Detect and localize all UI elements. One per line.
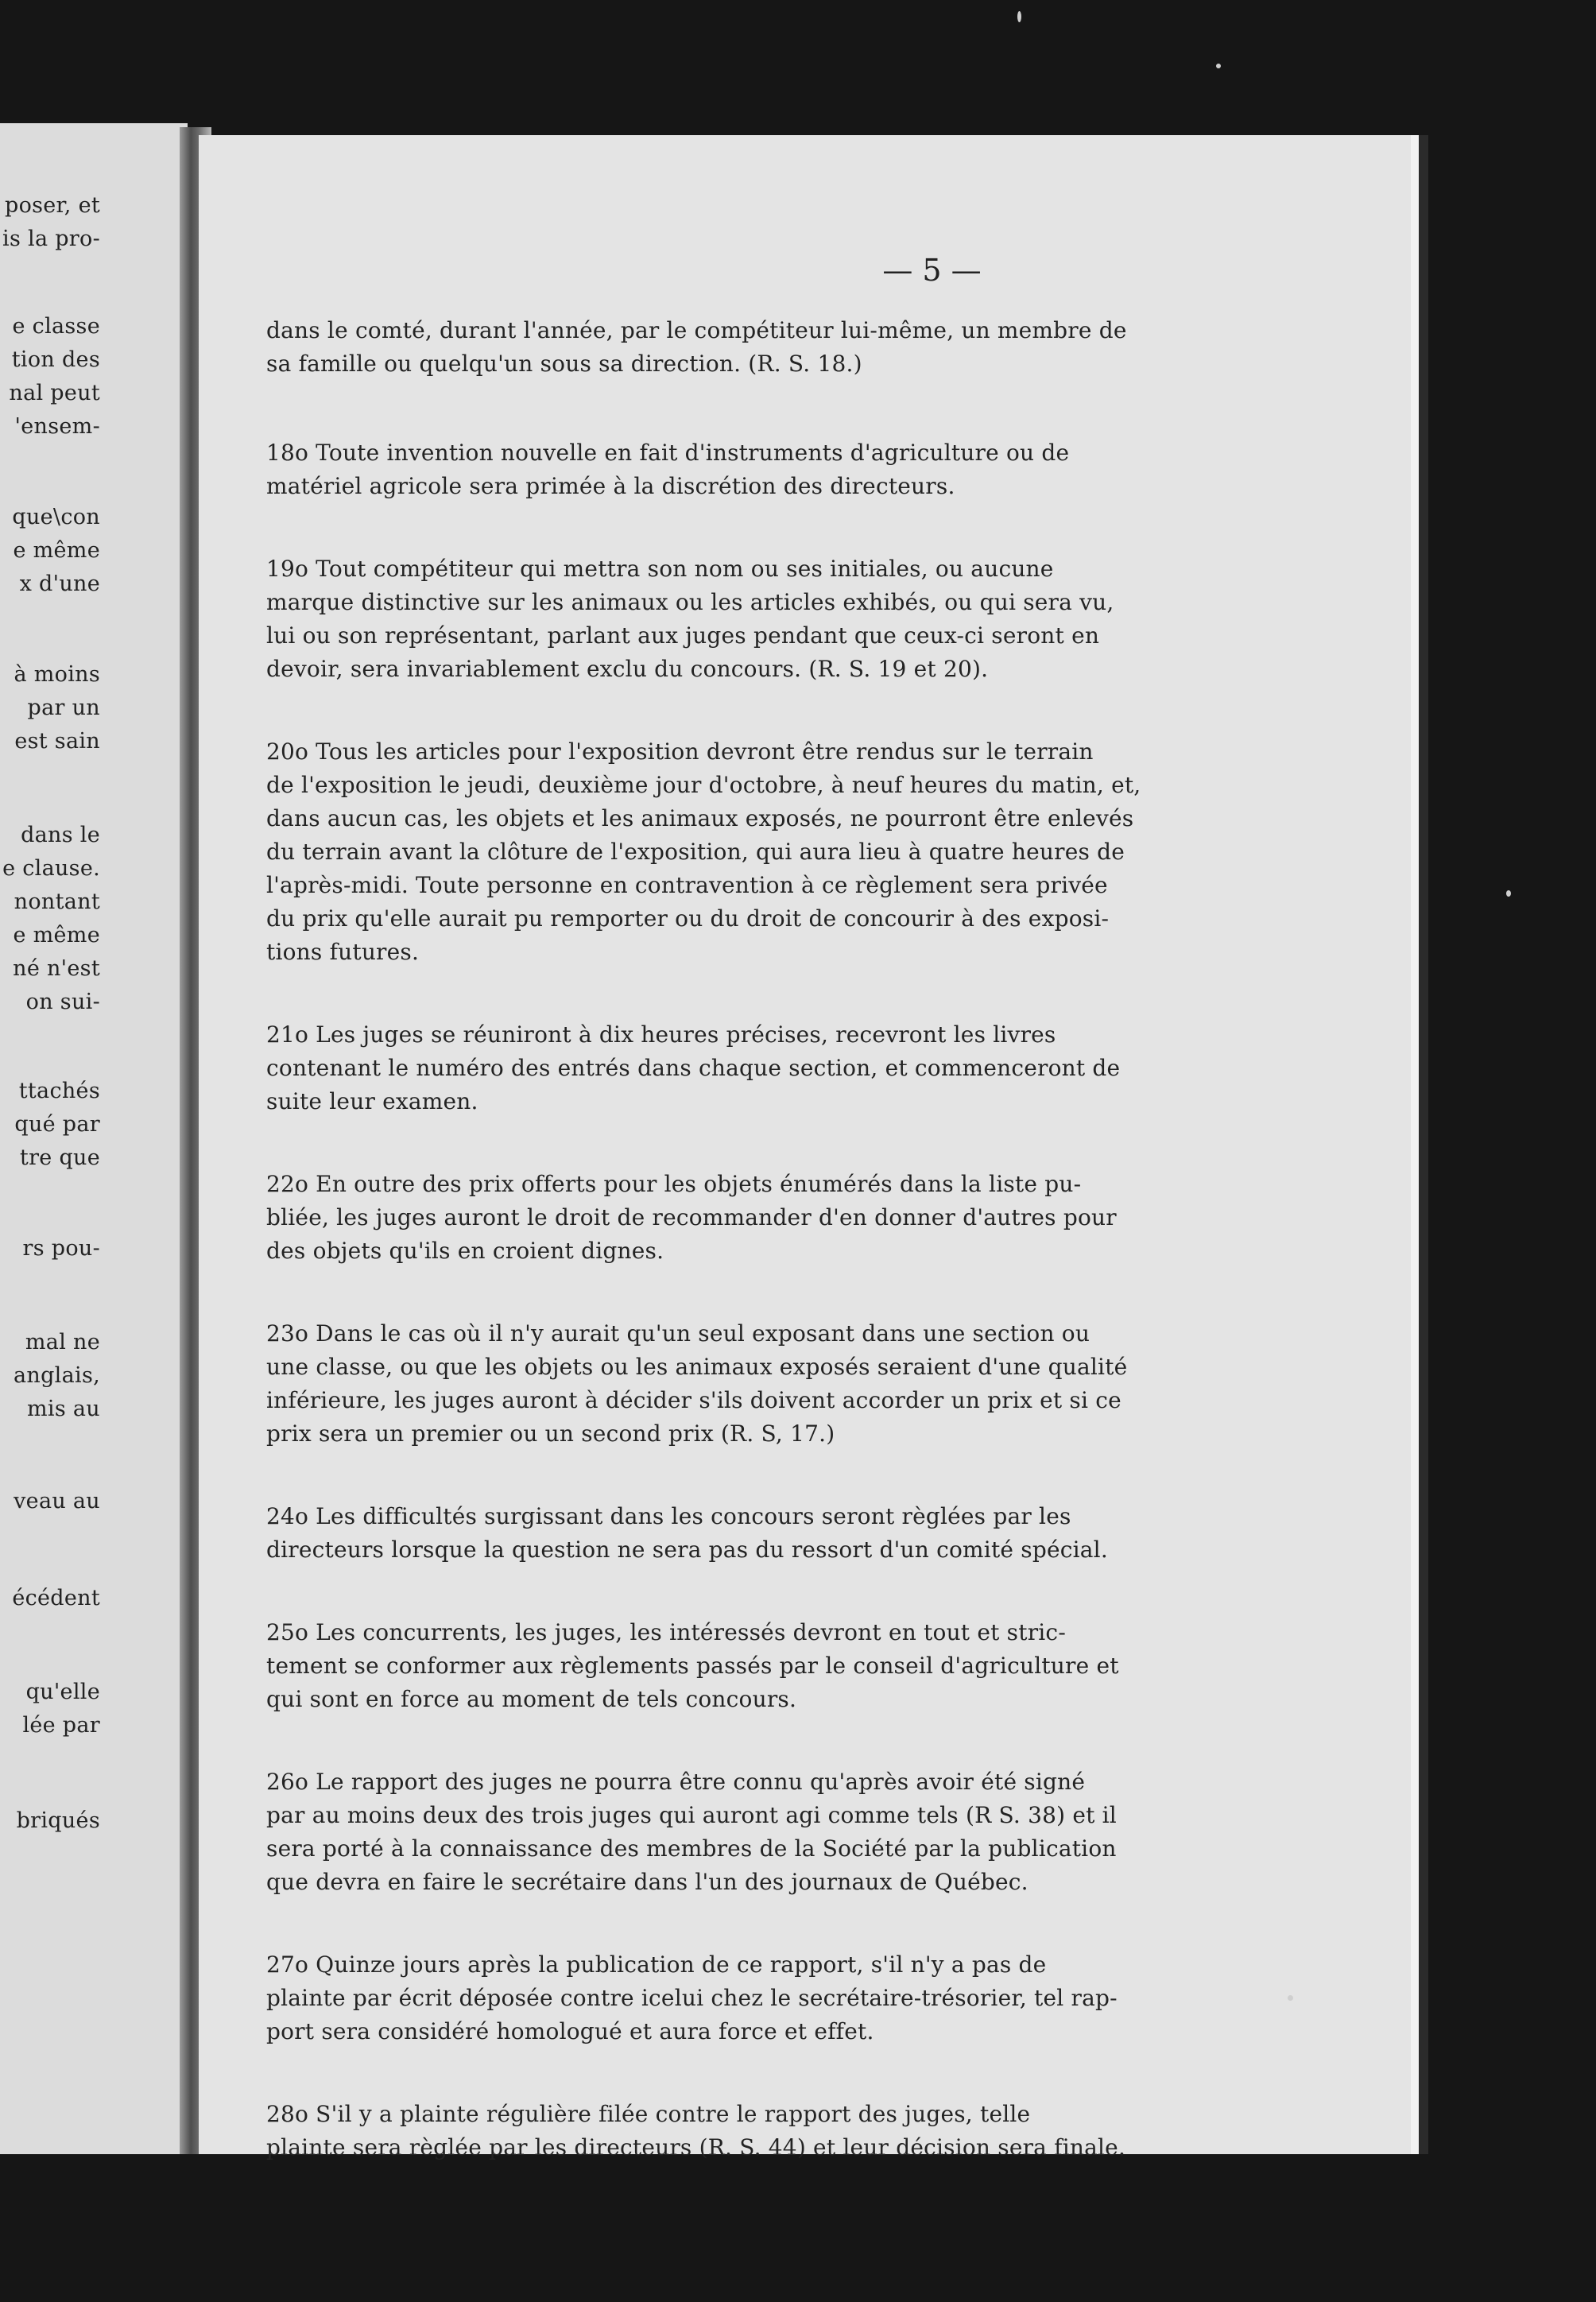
paragraph-line: par au moins deux des trois juges qui auront agi comme tels (R S. 38) et il (266, 1802, 1117, 1828)
left-page-line: anglais, (14, 1363, 100, 1388)
paragraph-line: 25o Les concurrents, les juges, les intéressés devront en tout et stric- (266, 1619, 1066, 1645)
left-page-line: ttachés (18, 1079, 100, 1103)
paragraph (266, 1317, 1276, 1451)
left-page-fragment (0, 123, 188, 2154)
left-page-line: tion des (11, 347, 100, 372)
left-page-line: e même (13, 538, 100, 563)
paragraph-line: sera porté à la connaissance des membres de la Société par la publication (266, 1835, 1117, 1862)
left-page-line: dans le (21, 823, 100, 847)
paragraph-line: suite leur examen. (266, 1088, 478, 1114)
left-page-line: est sain (14, 729, 100, 754)
paragraph-line: 26o Le rapport des juges ne pourra être connu qu'après avoir été signé (266, 1769, 1086, 1795)
paragraph-line: 19o Tout compétiteur qui mettra son nom ou ses initiales, ou aucune (266, 556, 1054, 582)
left-page-line: x d'une (19, 572, 100, 596)
left-page-line: que\con (12, 505, 100, 529)
paragraph-line: tions futures. (266, 939, 420, 965)
left-page-line: écédent (12, 1586, 100, 1610)
left-page-line: qué par (14, 1112, 100, 1137)
left-page-line: on sui- (25, 990, 100, 1014)
paragraph (266, 1500, 1276, 1567)
left-page-line: par un (27, 696, 100, 720)
paragraph-line: directeurs lorsque la question ne sera pas du ressort d'un comité spécial. (266, 1537, 1108, 1563)
left-page-line: tre que (19, 1145, 100, 1170)
paragraph-line: du terrain avant la clôture de l'exposition, qui aura lieu à quatre heures de (266, 839, 1125, 865)
left-page-line: poser, et (4, 193, 100, 218)
paragraph-line: sa famille ou quelqu'un sous sa direction. (R. S. 18.) (266, 351, 862, 377)
paragraph-line: tement se conformer aux règlements passés par le conseil d'agriculture et (266, 1653, 1119, 1679)
paragraph-line: marque distinctive sur les animaux ou les articles exhibés, ou qui sera vu, (266, 589, 1114, 615)
paragraph-line: matériel agricole sera primée à la discrétion des directeurs. (266, 473, 955, 499)
left-page-line: mal ne (25, 1330, 100, 1354)
paragraph-line: une classe, ou que les objets ou les animaux exposés seraient d'une qualité (266, 1354, 1128, 1380)
paragraph-line: 22o En outre des prix offerts pour les objets énumérés dans la liste pu- (266, 1171, 1082, 1197)
paragraph-line: l'après-midi. Toute personne en contravention à ce règlement sera privée (266, 872, 1108, 898)
paragraph (266, 1168, 1276, 1268)
document-page (199, 135, 1411, 2161)
dust-speck (1288, 1995, 1293, 2001)
paragraph (266, 1616, 1276, 1716)
left-page-line: lée par (22, 1713, 100, 1738)
paragraph (266, 1948, 1276, 2048)
page-number: — 5 — (882, 253, 982, 288)
left-page-line: qu'elle (25, 1680, 100, 1704)
dust-speck (1216, 64, 1221, 68)
paragraph-line: 23o Dans le cas où il n'y aurait qu'un seul exposant dans une section ou (266, 1320, 1090, 1347)
paragraph-line: 28o S'il y a plainte régulière filée contre le rapport des juges, telle (266, 2101, 1031, 2127)
paragraph-line: 24o Les difficultés surgissant dans les concours seront règlées par les (266, 1503, 1071, 1529)
body-text (266, 314, 1276, 2214)
paragraph-line: que devra en faire le secrétaire dans l'un des journaux de Québec. (266, 1869, 1028, 1895)
paragraph-line: 20o Tous les articles pour l'exposition devront être rendus sur le terrain (266, 738, 1094, 765)
paragraph (266, 552, 1276, 686)
paragraph (266, 314, 1276, 381)
left-page-line: is la pro- (2, 227, 100, 251)
paragraph-line: port sera considéré homologué et aura force et effet. (266, 2018, 874, 2044)
paragraph-line: devoir, sera invariablement exclu du concours. (R. S. 19 et 20). (266, 656, 989, 682)
paragraph (266, 2098, 1276, 2164)
left-page-line: nal peut (9, 381, 100, 405)
paragraph-line: inférieure, les juges auront à décider s'ils doivent accorder un prix et si ce (266, 1387, 1121, 1413)
dust-speck (1017, 11, 1021, 22)
left-page-line: e même (13, 923, 100, 948)
paragraph-line: qui sont en force au moment de tels concours. (266, 1686, 797, 1712)
left-page-line: veau au (14, 1489, 100, 1513)
paragraph-line: bliée, les juges auront le droit de recommander d'en donner d'autres pour (266, 1204, 1117, 1230)
left-page-line: e clause. (2, 856, 100, 881)
left-page-line: nontant (14, 889, 100, 914)
left-page-line: mis au (27, 1397, 100, 1421)
paragraph-line: contenant le numéro des entrés dans chaque section, et commenceront de (266, 1055, 1121, 1081)
paragraph-line: dans le comté, durant l'année, par le compétiteur lui-même, un membre de (266, 317, 1127, 343)
paragraph-line: plainte sera règlée par les directeurs (R. S. 44) et leur décision sera finale. (266, 2134, 1126, 2161)
paragraph (266, 735, 1276, 969)
paragraph (266, 1765, 1276, 1899)
paragraph-line: 21o Les juges se réuniront à dix heures précises, recevront les livres (266, 1021, 1056, 1048)
left-page-line: briqués (16, 1808, 100, 1833)
left-page-line: rs pou- (22, 1236, 100, 1261)
left-page-line: à moins (14, 662, 100, 687)
paragraph-line: des objets qu'ils en croient dignes. (266, 1238, 664, 1264)
left-page-line: 'ensem- (14, 414, 100, 439)
dust-speck (1506, 890, 1511, 897)
paragraph-line: dans aucun cas, les objets et les animaux exposés, ne pourront être enlevés (266, 805, 1134, 831)
paragraph-line: plainte par écrit déposée contre icelui chez le secrétaire-trésorier, tel rap- (266, 1985, 1118, 2011)
paragraph (266, 1018, 1276, 1118)
paragraph-line: lui ou son représentant, parlant aux juges pendant que ceux-ci seront en (266, 622, 1100, 649)
paragraph-line: 18o Toute invention nouvelle en fait d'instruments d'agriculture ou de (266, 440, 1070, 466)
paragraph (266, 436, 1276, 503)
left-page-line: e classe (12, 314, 100, 339)
left-page-line: né n'est (13, 956, 100, 981)
paragraph-line: 27o Quinze jours après la publication de ce rapport, s'il n'y a pas de (266, 1951, 1047, 1978)
paragraph-line: de l'exposition le jeudi, deuxième jour d'octobre, à neuf heures du matin, et, (266, 772, 1141, 798)
paragraph-line: du prix qu'elle aurait pu remporter ou du droit de concourir à des exposi- (266, 905, 1110, 932)
paragraph-line: prix sera un premier ou un second prix (R. S, 17.) (266, 1420, 835, 1447)
